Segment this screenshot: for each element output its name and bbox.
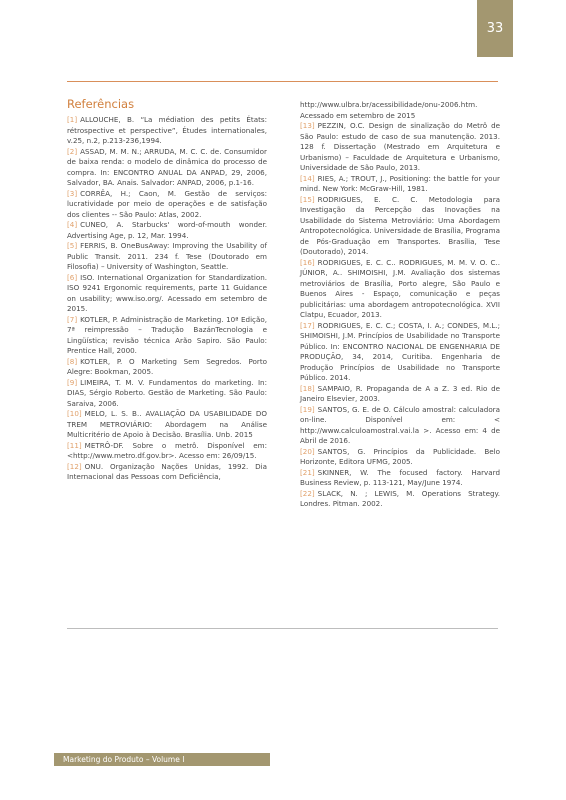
- reference-text: SKINNER, W. The focused factory. Harvard Business Review, p. 113-121, May/June 1974.: [300, 467, 500, 487]
- reference-text: LIMEIRA, T. M. V. Fundamentos do marketing. In: DIAS, Sérgio Roberto. Gestão de Marketing. São Paulo: Saraiva, 2006.: [67, 377, 267, 408]
- reference-number: [16]: [300, 257, 315, 267]
- reference-number: [12]: [67, 461, 82, 471]
- reference-number: [10]: [67, 409, 82, 418]
- reference-text: ALLOUCHE, B. “La médiation des petits États: rétrospective et perspective”, Études internationales, v.25, n.2, p.213-236,1994.: [67, 115, 267, 145]
- reference-number: [15]: [300, 194, 315, 204]
- reference-number: [17]: [300, 320, 315, 330]
- reference-item: [300, 258, 500, 321]
- reference-item: [67, 147, 267, 189]
- reference-number: [6]: [67, 272, 78, 282]
- reference-text: RIES, A.; TROUT, J., Positioning: the battle for your mind. New York: McGraw-Hill, 1981.: [300, 173, 500, 193]
- reference-text: RODRIGUES, E. C. C.; COSTA, I. A.; CONDES, M.L.; SHIMOISHI, J.M. Princípios de Usabilidade no Transporte Público. In: ENCONTRO NACIONAL DE ENGENHARIA DE PRODUÇÃO, 34, 2014, Curitiba. Engenharia de Produção Princípios de Usabilidade no Transporte Público. 2014.: [300, 320, 500, 382]
- reference-number: [3]: [67, 188, 78, 198]
- reference-item: [67, 189, 267, 221]
- reference-number: [5]: [67, 241, 78, 250]
- reference-number: [9]: [67, 377, 78, 387]
- reference-number: [18]: [300, 383, 315, 393]
- reference-item: [67, 441, 267, 462]
- reference-text: ISO. International Organization for Standardization. ISO 9241 Ergonomic requirements, parte 11 Guidance on usability; www.iso.org/. Acessado em setembro de 2015.: [67, 272, 267, 313]
- reference-item: [300, 321, 500, 384]
- reference-item: [300, 468, 500, 489]
- bottom-divider: [67, 628, 498, 629]
- reference-item: [300, 489, 500, 510]
- reference-text: MELO, L. S. B.. AVALIAÇÃO DA USABILIDADE DO TREM METROVIÁRIO: Abordagem na Análise Multicritério de Apoio à Decisão. Brasília. Unb. 2015: [67, 409, 267, 439]
- reference-number: [1]: [67, 115, 78, 124]
- reference-text: SANTOS, G. E. de O. Cálculo amostral: calculadora on-line. Disponível em: < http://www.calculoamostral.vai.la >. Acesso em: 4 de Abril de 2016.: [300, 404, 500, 445]
- reference-item: [67, 115, 267, 147]
- reference-item: [300, 384, 500, 405]
- reference-number: [14]: [300, 173, 315, 183]
- references-left-column: [67, 115, 267, 483]
- reference-item: [67, 315, 267, 357]
- reference-item: [67, 220, 267, 241]
- reference-text: CORRÊA, H.; Caon, M. Gestão de serviços: lucratividade por meio de operações e de satisfação dos clientes -- São Paulo: Atlas, 2002.: [67, 188, 267, 219]
- footer-title: Marketing do Produto – Volume I: [54, 753, 270, 766]
- reference-text: KOTLER, P. O Marketing Sem Segredos. Porto Alegre: Bookman, 2005.: [67, 356, 267, 376]
- top-divider: [67, 81, 498, 82]
- reference-item: [300, 121, 500, 174]
- references-right-column: [300, 100, 500, 510]
- reference-number: [21]: [300, 467, 315, 477]
- page-title: Referências: [67, 97, 135, 111]
- reference-text: RODRIGUES, E. C. C.. RODRIGUES, M. M. V. O. C.. JÚNIOR, A.. SHIMOISHI, J.M. Avaliação dos sistemas metroviários de Brasília, Porto alegre, São Paulo e Buenos Aires - Espaço, comunicação e peças publicitárias: uma abordagem antropotecnológica. XVII Clatpu, Ecuador, 2013.: [300, 257, 500, 319]
- reference-text: RODRIGUES, E. C. C. Metodologia para Investigação da Percepção das Inovações na Usabilidade do Sistema Metroviário: Uma Abordagem Antropotecnológica. Universidade de Brasília, Programa de Pós-Graduação em Transportes. Brasília, Tese (Doutorado), 2014.: [300, 194, 500, 256]
- reference-number: [4]: [67, 220, 78, 229]
- reference-text: FERRIS, B. OneBusAway: Improving the Usability of Public Transit. 2011. 234 f. Tese (Doutorado em Filosofia) – University of Washington, Seattle.: [67, 241, 267, 271]
- reference-number: [8]: [67, 356, 78, 366]
- reference-number: [11]: [67, 440, 82, 450]
- reference-number: [20]: [300, 446, 315, 456]
- reference-text: ASSAD, M. M. N.; ARRUDA, M. C. C. de. Consumidor de baixa renda: o modelo de dinâmica do processo de compra. In: ENCONTRO ANUAL DA ANPAD, 29, 2006, Salvador, BA. Anais. Salvador: ANPAD, 2006, p.1-16.: [67, 146, 267, 187]
- reference-item: [300, 195, 500, 258]
- reference-text: SLACK, N. ; LEWIS, M. Operations Strategy. Londres. Pitman. 2002.: [300, 488, 500, 508]
- reference-item: [67, 462, 267, 483]
- page-number: 33: [477, 0, 513, 57]
- reference-text: PEZZIN, O.C. Design de sinalização do Metrô de São Paulo: estudo de caso de sua manutenção. 2013. 128 f. Dissertação (Mestrado em Arquitetura e Urbanismo) – Faculdade de Arquitetura e Urbanismo, Universidade de São Paulo, 2013.: [300, 121, 500, 172]
- reference-item: [300, 447, 500, 468]
- reference-text: SANTOS, G. Princípios da Publicidade. Belo Horizonte, Editora UFMG, 2005.: [300, 446, 500, 466]
- reference-number: [13]: [300, 121, 315, 130]
- reference-item: [67, 409, 267, 441]
- reference-item: [67, 241, 267, 273]
- reference-number: [19]: [300, 404, 315, 414]
- reference-number: [22]: [300, 488, 315, 498]
- reference-continuation: http://www.ulbra.br/acessibilidade/onu-2006.htm. Acessado em setembro de 2015: [300, 100, 478, 120]
- reference-text: CUNEO, A. Starbucks' word-of-mouth wonder. Advertising Age, p. 12, Mar. 1994.: [67, 220, 267, 240]
- reference-number: [2]: [67, 146, 78, 156]
- reference-item: [67, 273, 267, 315]
- reference-number: [7]: [67, 314, 78, 324]
- reference-text: KOTLER, P. Administração de Marketing. 10ª Edição, 7ª reimpressão – Tradução BazánTecnologia e Lingüística; revisão técnica Arão Sapiro. São Paulo: Prentice Hall, 2000.: [67, 314, 267, 355]
- reference-text: ONU. Organização Nações Unidas, 1992. Dia Internacional das Pessoas com Deficiência,: [67, 461, 267, 481]
- reference-item: [300, 405, 500, 447]
- reference-text: METRÔ-DF. Sobre o metrô. Disponível em: <http://www.metro.df.gov.br>. Acesso em: 26/09/15.: [67, 440, 267, 460]
- reference-text: SAMPAIO, R. Propaganda de A a Z. 3 ed. Rio de Janeiro Elsevier, 2003.: [300, 383, 500, 403]
- reference-item: [300, 174, 500, 195]
- reference-item: [67, 357, 267, 378]
- reference-item: [67, 378, 267, 410]
